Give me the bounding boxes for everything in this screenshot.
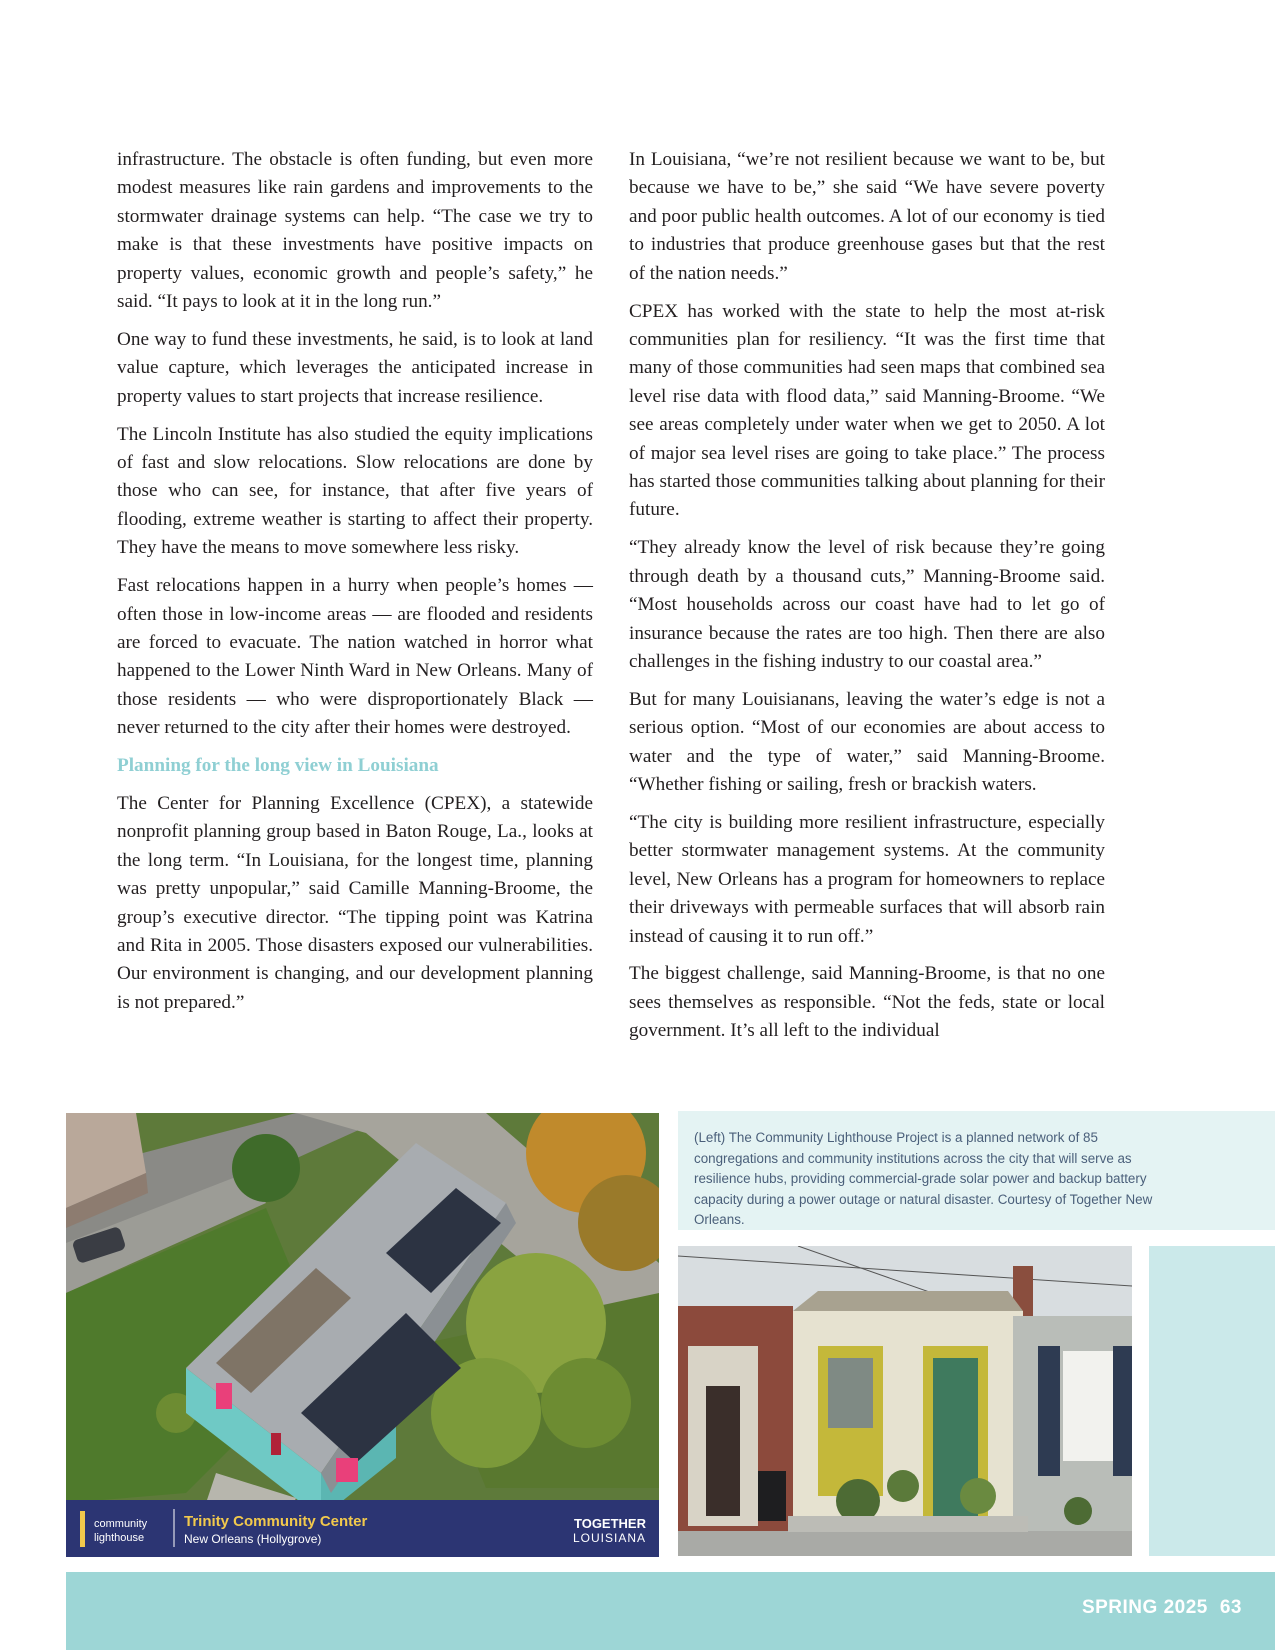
photo-caption-box	[678, 1111, 1275, 1230]
shotgun-house-photo	[678, 1246, 1132, 1556]
article-paragraph: The Lincoln Institute has also studied the equity implications of fast and slow relocations. Slow relocations are done by those who can see, for instance, that after five years of flooding, extreme weather is starting to affect their property. They have the means to move somewhere less risky.	[117, 423, 593, 559]
page-number: 63	[1219, 1597, 1242, 1618]
article-paragraph: CPEX has worked with the state to help the most at-risk communities plan for resiliency. “It was the first time that many of those communities had seen maps that combined sea level rise data with flood data,” said Manning-Broome. “We see areas completely under water when we get to 2050. A lot of major sea level rises are going to take place.” The process has started those communities talking about planning for their future.	[629, 300, 1105, 521]
article-paragraph: The biggest challenge, said Manning-Broome, is that no one sees themselves as responsible. “Not the feds, state or local government. It’s all left to the individual	[629, 963, 1105, 1042]
section-subheading: Planning for the long view in Louisiana	[117, 755, 439, 777]
article-paragraph: One way to fund these investments, he said, is to look at land value capture, which leverages the anticipated increase in property values to start projects that increase resilience.	[117, 328, 593, 407]
banner-subtitle: New Orleans (Hollygrove)	[184, 1532, 322, 1546]
article-left-column	[117, 146, 593, 1027]
banner-logo-line: community	[94, 1518, 148, 1530]
article-paragraph: In Louisiana, “we’re not resilient because we want to be, but because we have to be,” she said “We have severe poverty and poor public health outcomes. A lot of our economy is tied to industries that produce greenhouse gases but that the rest of the nation needs.”	[629, 149, 1105, 284]
banner-title: Trinity Community Center	[184, 1513, 368, 1530]
issue-label: SPRING 2025	[1081, 1597, 1208, 1618]
article-paragraph: “They already know the level of risk because they’re going through death by a thousand cuts,” Manning-Broome said. “Most households across our coast have had to let go of insurance because the rates are too high. Then there are also challenges in the fishing industry to our coastal area.”	[629, 537, 1105, 672]
banner-brand-line: LOUISIANA	[572, 1531, 646, 1545]
decorative-teal-strip	[1149, 1246, 1275, 1556]
article-paragraph: But for many Louisianans, leaving the water’s edge is not a serious option. “Most of our economies are about access to water and the type of water,” said Manning-Broome. “Whether fishing or sailing, fresh or brackish waters.	[629, 688, 1105, 796]
article-paragraph: Fast relocations happen in a hurry when people’s homes — often those in low-income areas — are flooded and residents are forced to evacuate. The nation watched in horror what happened to the Lower Ninth Ward in New Orleans. Many of those residents — who were disproportionately Black — never returned to the city after their homes were destroyed.	[117, 575, 593, 739]
article-paragraph: infrastructure. The obstacle is often funding, but even more modest measures like rain gardens and improvements to the stormwater drainage systems can help. “The case we try to make is that these investments have positive impacts on property values, economic growth and people’s safety,” he said. “It pays to look at it in the long run.”	[117, 149, 593, 313]
article-right-column	[629, 146, 1105, 1055]
article-paragraph: “The city is building more resilient infrastructure, especially better stormwater management systems. At the community level, New Orleans has a program for homeowners to replace their driveways with permeable surfaces that will absorb rain instead of causing it to run off.”	[629, 811, 1105, 947]
footer-folio	[1070, 1597, 1242, 1619]
footer-band	[66, 1572, 1275, 1650]
community-center-photo	[66, 1113, 659, 1557]
article-paragraph: The Center for Planning Excellence (CPEX), a statewide nonprofit planning group based in Baton Rouge, La., looks at the long term. “In Louisiana, for the longest time, planning was pretty unpopular,” said Camille Manning-Broome, the group’s executive director. “The tipping point was Katrina and Rita in 2005. Those disasters exposed our vulnerabilities. Our environment is changing, and our development planning is not prepared.”	[117, 793, 593, 1013]
banner-brand-line: TOGETHER	[574, 1516, 646, 1531]
banner-logo-line: lighthouse	[94, 1532, 145, 1544]
photo-caption: (Left) The Community Lighthouse Project is a planned network of 85 congregations and community institutions across the city that will serve as resilience hubs, providing commercial-grade solar power and backup battery capacity during a power outage or natural disaster. Courtesy of Together New Orleans.	[694, 1130, 1153, 1227]
